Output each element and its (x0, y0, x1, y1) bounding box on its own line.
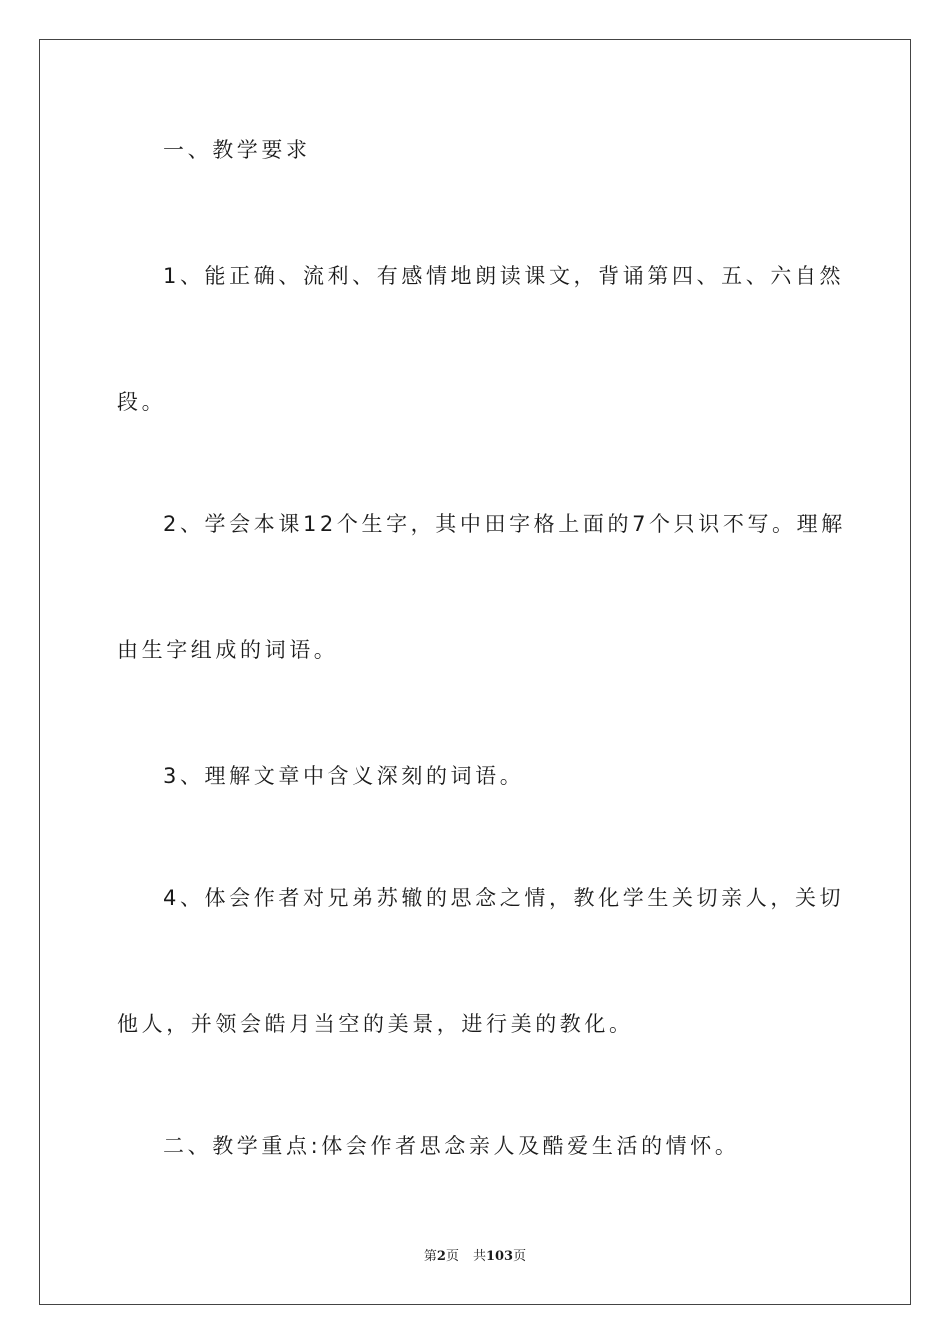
requirement-2-line-2: 由生字组成的词语。 (117, 638, 339, 662)
footer-total-suffix: 页 (513, 1249, 527, 1264)
requirement-1-line-2: 段。 (117, 390, 167, 414)
page-footer (0, 1248, 950, 1266)
requirement-4-line-1: 4、体会作者对兄弟苏辙的思念之情，教化学生关切亲人，关切 (163, 886, 845, 910)
footer-total-pages: 103 (485, 1249, 514, 1264)
requirement-2-line-1: 2、学会本课12个生字，其中田字格上面的7个只识不写。理解 (163, 512, 846, 536)
requirement-4-line-2: 他人，并领会皓月当空的美景，进行美的教化。 (117, 1012, 634, 1036)
section-heading-requirements: 一、教学要求 (163, 138, 311, 162)
footer-page-suffix: 页 (445, 1249, 459, 1264)
requirement-3: 3、理解文章中含义深刻的词语。 (163, 764, 525, 788)
footer-page-number: 2 (436, 1249, 446, 1264)
requirement-1-line-1: 1、能正确、流利、有感情地朗读课文，背诵第四、五、六自然 (163, 264, 845, 288)
footer-total-prefix: 共 (472, 1249, 486, 1264)
footer-page-prefix: 第 (423, 1249, 437, 1264)
section-heading-focus: 二、教学重点:体会作者思念亲人及酷爱生活的情怀。 (163, 1134, 740, 1158)
page-border (39, 39, 911, 1305)
